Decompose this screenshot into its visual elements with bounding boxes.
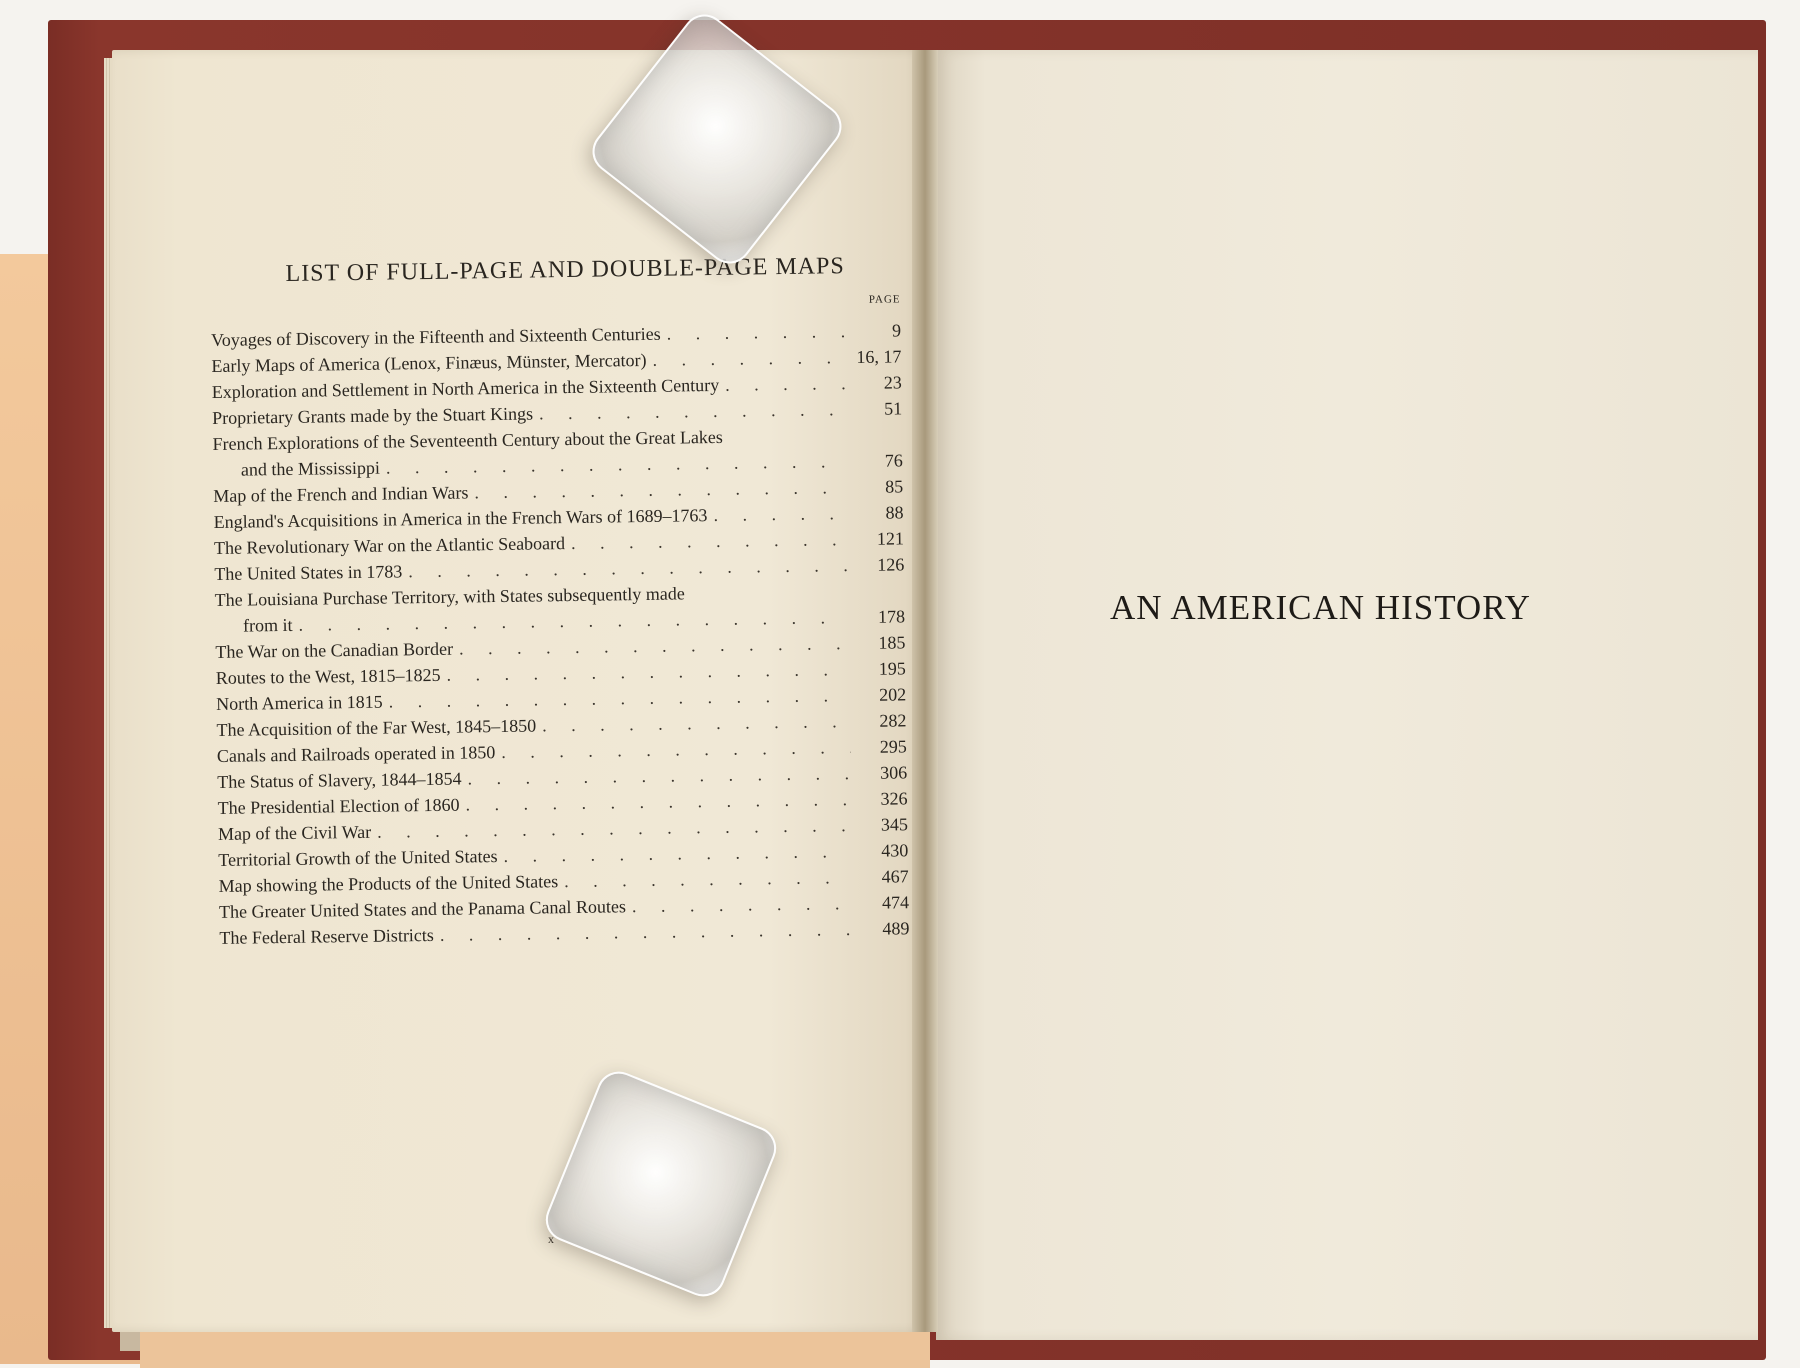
dot-leader [652, 344, 845, 373]
entry-page-number: 202 [878, 684, 907, 705]
entry-page-number: 306 [880, 762, 908, 783]
dot-leader [539, 396, 846, 426]
entry-title: The Presidential Election of 1860 [217, 794, 460, 818]
entry-page-number: 85 [885, 476, 904, 497]
dot-leader [666, 318, 845, 346]
entry-page-number [853, 440, 903, 441]
entry-title: England's Acquisitions in America in the French Wars of 1689–1763 [213, 505, 708, 532]
entry-page-number: 9 [891, 320, 902, 341]
dot-leader [571, 526, 848, 556]
dot-leader [729, 441, 847, 443]
entry-page-number: 489 [882, 918, 910, 939]
entry-title: Map showing the Products of the United States [218, 871, 559, 896]
entry-title: Routes to the West, 1815–1825 [215, 664, 441, 688]
entry-page-number: 474 [881, 892, 910, 913]
page-column-label: PAGE [868, 293, 901, 306]
entry-title: The Federal Reserve Districts [219, 924, 434, 948]
entry-page-number: 126 [877, 554, 905, 575]
entry-page-number: 76 [884, 450, 903, 471]
entry-title: The Revolutionary War on the Atlantic Seaboard [213, 533, 566, 558]
book-gutter [912, 50, 938, 1332]
entry-page-number: 88 [885, 502, 904, 523]
dot-leader [725, 370, 846, 398]
entry-page-number: 345 [880, 814, 909, 835]
entry-title: Voyages of Discovery in the Fifteenth and Sixteenth Centuries [210, 323, 661, 350]
entry-page-number: 326 [880, 788, 908, 809]
entry-page-number [855, 596, 905, 597]
entry-page-number: 295 [879, 736, 907, 757]
page-folio: x [548, 1232, 554, 1246]
dot-leader [691, 597, 849, 599]
entry-page-number: 178 [877, 606, 906, 627]
entry-title: The United States in 1783 [214, 561, 403, 584]
entry-page-number: 51 [883, 398, 903, 419]
maps-list-heading: LIST OF FULL-PAGE AND DOUBLE-PAGE MAPS [285, 253, 845, 287]
entry-title: The Status of Slavery, 1844–1854 [217, 768, 462, 792]
dot-leader [713, 500, 847, 528]
entry-title: The Greater United States and the Panama Canal Routes [218, 896, 627, 922]
entry-page-number: 16, 17 [856, 346, 902, 367]
entry-page-number: 195 [878, 658, 906, 679]
entry-title: North America in 1815 [216, 691, 383, 714]
maps-list [210, 252, 910, 951]
entry-page-number: 23 [883, 372, 902, 393]
book-title: AN AMERICAN HISTORY [1110, 588, 1531, 627]
entry-title: Map of the French and Indian Wars [213, 482, 469, 506]
entry-title: Territorial Growth of the United States [218, 846, 498, 870]
right-page [936, 50, 1758, 1340]
entry-page-number: 185 [878, 632, 906, 653]
entry-page-number: 282 [879, 710, 907, 731]
entry-title: The War on the Canadian Border [215, 638, 454, 662]
entry-title: Map of the Civil War [217, 821, 372, 844]
entry-title: Exploration and Settlement in North America in the Sixteenth Century [211, 374, 720, 402]
entry-title: Proprietary Grants made by the Stuart Kings [212, 403, 534, 428]
entry-title: from it [242, 614, 293, 636]
entry-title: The Acquisition of the Far West, 1845–1850 [216, 715, 537, 740]
entry-title: and the Mississippi [240, 457, 381, 480]
entry-title: Canals and Railroads operated in 1850 [216, 742, 496, 766]
entry-title: The Louisiana Purchase Territory, with States subsequently made [214, 583, 685, 610]
entry-title: French Explorations of the Seventeenth Century about the Great Lakes [212, 426, 723, 454]
entry-title: Early Maps of America (Lenox, Finæus, Münster, Mercator) [211, 349, 647, 376]
entry-page-number: 430 [881, 840, 909, 861]
maps-list-entries [211, 317, 910, 951]
dot-leader [632, 890, 853, 919]
entry-page-number: 121 [876, 528, 905, 549]
entry-page-number: 467 [881, 866, 909, 887]
dot-leader [564, 864, 853, 894]
